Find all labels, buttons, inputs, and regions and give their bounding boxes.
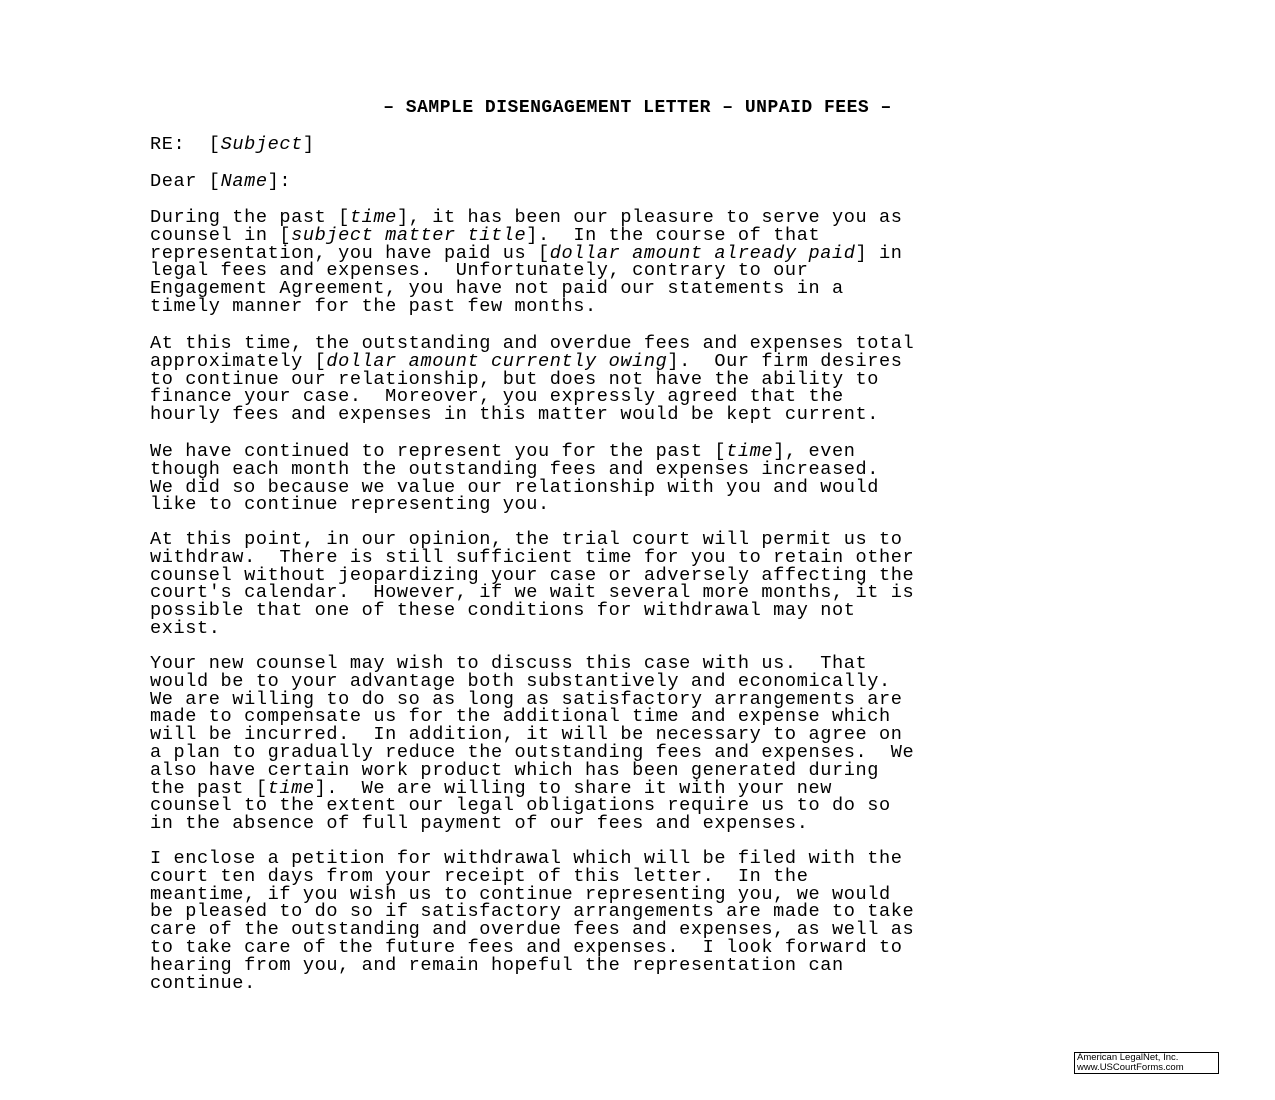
re-line bbox=[150, 136, 315, 154]
p4-text: At this point, in our opinion, the trial court will permit us to bbox=[150, 529, 903, 550]
p1-text: Engagement Agreement, you have not paid our statements in a bbox=[150, 278, 844, 300]
p2-text: At this time, the outstanding and overdue fees and expenses total bbox=[150, 333, 915, 354]
p4-text: court's calendar. However, if we wait several more months, it is bbox=[150, 582, 915, 604]
p6-text: care of the outstanding and overdue fees and expenses, as well as bbox=[150, 919, 915, 941]
p6-text: continue. bbox=[150, 972, 256, 994]
footer-website: www.USCourtForms.com bbox=[1077, 1062, 1184, 1073]
paragraph-1 bbox=[150, 209, 903, 316]
p2-text: ]. Our firm desires bbox=[667, 350, 903, 372]
p1-amount-paid-placeholder: dollar amount already paid bbox=[549, 242, 856, 264]
p3-time-placeholder: time bbox=[726, 441, 774, 462]
p6-text: meantime, if you wish us to continue representing you, we would bbox=[150, 883, 891, 905]
p5-time-placeholder: time bbox=[267, 777, 315, 799]
footer-company: American LegalNet, Inc. bbox=[1077, 1052, 1179, 1063]
p5-text: We are willing to do so as long as satisfactory arrangements are bbox=[150, 688, 903, 710]
salutation-suffix: ]: bbox=[267, 171, 292, 192]
p2-text: to continue our relationship, but does not have the ability to bbox=[150, 368, 879, 390]
p3-text: like to continue representing you. bbox=[150, 494, 550, 516]
p1-text: ]. In the course of that bbox=[526, 224, 821, 246]
p5-text: the past [ bbox=[150, 777, 268, 799]
re-open-bracket: [ bbox=[208, 134, 221, 155]
p1-text: counsel in [ bbox=[150, 224, 292, 246]
paragraph-2 bbox=[150, 335, 914, 424]
re-close-bracket: ] bbox=[302, 134, 315, 155]
p2-text: hourly fees and expenses in this matter would be kept current. bbox=[150, 404, 879, 426]
p4-text: possible that one of these conditions for withdrawal may not bbox=[150, 600, 856, 622]
p5-text: counsel to the extent our legal obligations require us to do so bbox=[150, 795, 891, 817]
p6-text: hearing from you, and remain hopeful the representation can bbox=[150, 954, 844, 976]
p6-text: be pleased to do so if satisfactory arrangements are made to take bbox=[150, 901, 915, 923]
p5-text: will be incurred. In addition, it will be necessary to agree on bbox=[150, 724, 903, 746]
re-subject-placeholder: Subject bbox=[220, 134, 303, 155]
p6-text: court ten days from your receipt of this letter. In the bbox=[150, 865, 809, 887]
p1-time-placeholder: time bbox=[349, 207, 397, 228]
p2-text: approximately [ bbox=[150, 350, 327, 372]
p1-text: legal fees and expenses. Unfortunately, contrary to our bbox=[150, 260, 809, 282]
publisher-footer-box bbox=[1074, 1052, 1219, 1074]
p5-text: also have certain work product which has been generated during bbox=[150, 759, 879, 781]
paragraph-5 bbox=[150, 655, 914, 833]
p5-text: made to compensate us for the additional time and expense which bbox=[150, 706, 891, 728]
paragraph-3 bbox=[150, 443, 879, 514]
p6-text: to take care of the future fees and expenses. I look forward to bbox=[150, 936, 903, 958]
p1-text: representation, you have paid us [ bbox=[150, 242, 550, 264]
paragraph-6 bbox=[150, 850, 914, 992]
p2-text: finance your case. Moreover, you expressly agreed that the bbox=[150, 386, 844, 408]
p1-subject-matter-placeholder: subject matter title bbox=[291, 224, 527, 246]
salutation-line bbox=[150, 173, 291, 191]
paragraph-4 bbox=[150, 531, 914, 638]
p5-text: a plan to gradually reduce the outstanding fees and expenses. We bbox=[150, 741, 915, 763]
p1-text: During the past [ bbox=[150, 207, 350, 228]
p3-text: We have continued to represent you for the past [ bbox=[150, 441, 727, 462]
p4-text: withdraw. There is still sufficient time for you to retain other bbox=[150, 546, 915, 568]
re-label: RE: bbox=[150, 134, 209, 155]
p3-text: ], even bbox=[773, 441, 856, 462]
salutation-prefix: Dear [ bbox=[150, 171, 221, 192]
p6-text: I enclose a petition for withdrawal which will be filed with the bbox=[150, 848, 903, 869]
salutation-name-placeholder: Name bbox=[220, 171, 268, 192]
p1-text: timely manner for the past few months. bbox=[150, 295, 597, 317]
p5-text: would be to your advantage both substantively and economically. bbox=[150, 670, 891, 692]
p3-text: We did so because we value our relationship with you and would bbox=[150, 476, 879, 498]
p2-amount-owing-placeholder: dollar amount currently owing bbox=[326, 350, 668, 372]
p5-text: in the absence of full payment of our fees and expenses. bbox=[150, 813, 809, 835]
p4-text: counsel without jeopardizing your case or adversely affecting the bbox=[150, 564, 915, 586]
p1-text: ] in bbox=[855, 242, 903, 264]
p1-text: ], it has been our pleasure to serve you as bbox=[396, 207, 903, 228]
p4-text: exist. bbox=[150, 617, 221, 639]
p5-text: ]. We are willing to share it with your new bbox=[314, 777, 832, 799]
page-title: – SAMPLE DISENGAGEMENT LETTER – UNPAID FEES – bbox=[383, 98, 892, 118]
p3-text: though each month the outstanding fees and expenses increased. bbox=[150, 458, 879, 480]
p5-text: Your new counsel may wish to discuss this case with us. That bbox=[150, 653, 868, 674]
